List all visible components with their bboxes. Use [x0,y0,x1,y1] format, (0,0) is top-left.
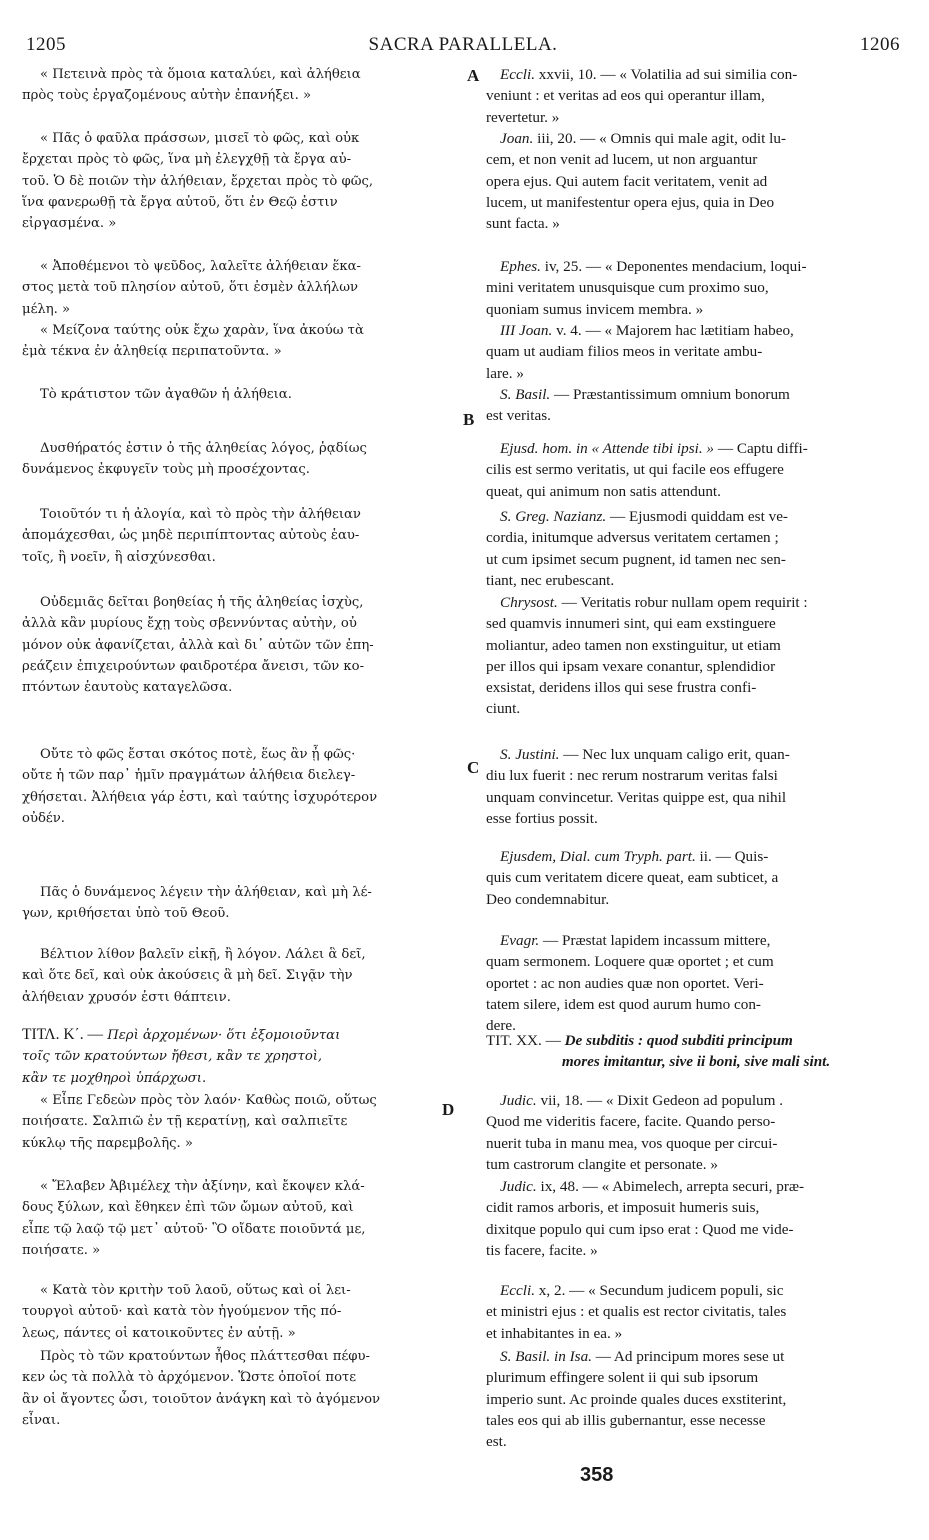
greek-line: χθήσεται. Ἀλήθεια γάρ ἐστι, καὶ ταύτης ἰσχυρότερον [22,789,378,805]
latin-line [486,592,906,613]
greek-line: « Εἶπε Γεδεὼν πρὸς τὸν λαόν· Καθὼς ποιῶ, οὕτως [40,1093,377,1108]
greek-paragraph [22,438,464,481]
greek-paragraph [22,744,464,829]
greek-line: καὶ ὅτε δεῖ, καὶ οὐκ ἀκούσεις ἃ μὴ δεῖ. Σιγᾷν τὴν [22,968,353,984]
greek-section-title [22,1024,464,1089]
latin-line-text: Deo condemnabitur. [486,890,610,908]
latin-line-text: — Captu diffi- [717,440,808,457]
greek-line: ποιήσατε. » [22,1242,101,1258]
latin-line-text: cordia, initumque adversus veritatem certamen ; [486,529,779,547]
latin-line [486,1176,906,1197]
greek-line: Τοιοῦτόν τι ἡ ἀλογία, καὶ τὸ πρὸς τὴν ἀλήθειαν [40,507,361,522]
greek-paragraph [22,1280,464,1344]
latin-source-ref: S. Greg. Nazianz. [500,508,607,525]
latin-line [486,192,906,213]
latin-line [486,527,906,548]
latin-line [486,846,906,867]
latin-line [486,64,906,85]
latin-line [486,698,906,719]
latin-line-text: — Nec lux unquam caligo erit, quan- [563,746,790,763]
latin-line-text: tatem silere, idem est quod aurum humo con- [486,995,761,1013]
latin-line-text: est. [486,1433,507,1451]
latin-line-text: oportet : ac non audies quæ non oportet. Veri- [486,974,764,992]
greek-paragraph [22,384,464,405]
latin-line [486,765,906,786]
latin-line-text: cem, et non venit ad lucem, ut non arguantur [486,151,758,169]
latin-line [486,951,906,972]
latin-line-text: — Ejusmodi quiddam est ve- [609,508,788,525]
latin-line [486,994,906,1015]
latin-source-ref: S. Basil. [500,386,551,403]
greek-line: « Ἀποθέμενοι τὸ ψεῦδος, λαλεῖτε ἀλήθειαν ἕκα- [40,259,361,274]
greek-line: « Κατὰ τὸν κριτὴν τοῦ λαοῦ, οὕτως καὶ οἱ λει- [40,1283,351,1298]
latin-line-text: Quod me videritis facere, facite. Quando perso- [486,1113,776,1131]
latin-line [486,299,906,320]
greek-line: ἔρχεται πρὸς τὸ φῶς, ἵνα μὴ ἐλεγχθῇ τὰ ἔργα αὐ- [22,152,352,168]
margin-marker-c: C [467,758,480,777]
greek-line: ἵνα φανερωθῇ τὰ ἔργα αὐτοῦ, ὅτι ἐν Θεῷ ἐστιν [22,194,338,210]
greek-paragraph [22,1090,464,1154]
margin-marker-a: A [467,66,480,85]
latin-title-head: TIT. XX. — [486,1032,561,1049]
latin-entry [486,384,906,427]
latin-entry [486,592,906,720]
latin-line [486,438,906,459]
greek-line: ἀλλὰ κἂν μυρίους ἔχῃ τοὺς σβεννύντας αὐτὴν, οὐ [22,616,357,632]
latin-line-text: iv, 25. — « Deponentes mendacium, loqui- [544,258,807,275]
latin-line-text: est veritas. [486,407,551,425]
latin-line-text: lare. » [486,364,524,382]
latin-line-text: — Præstat lapidem incassum mittere, [543,932,771,949]
latin-line-text: v. 4. — « Majorem hac lætitiam habeo, [556,322,794,339]
latin-line-text: ut cum ipsimet secum pugnent, id tamen nec sen- [486,550,786,568]
greek-line: οὔτε ἡ τῶν παρ᾽ ἡμῖν πραγμάτων ἀλήθεια διελεγ- [22,768,356,784]
latin-line-text: dixitque populo qui cum ipso erat : Quod me vide- [486,1220,794,1238]
greek-line: Δυσθήρατός ἐστιν ὁ τῆς ἀληθείας λόγος, ῥᾳδίως [40,441,367,456]
latin-line [486,1154,906,1175]
latin-source-ref: S. Basil. in Isa. [500,1348,592,1365]
latin-entry [486,64,906,128]
latin-source-ref: Chrysost. [500,594,558,611]
greek-paragraph [22,1176,464,1261]
latin-line [486,930,906,951]
latin-line [486,656,906,677]
latin-line-text: cilis est sermo veritatis, ut qui facile eos effugere [486,461,784,479]
latin-line-text: et inhabitantes in ea. » [486,1324,623,1342]
latin-line [486,744,906,765]
latin-line-text: tis facere, facite. » [486,1241,598,1259]
latin-line-text: quam sermonem. Loquere quæ oportet ; et cum [486,953,774,971]
latin-source-ref: Joan. [500,130,534,147]
latin-entry [486,128,906,234]
greek-paragraph [22,592,464,698]
greek-paragraph [22,128,464,234]
latin-line-text: tales eos qui ab illis gubernantur, esse necesse [486,1411,766,1429]
latin-line [486,128,906,149]
greek-line: κύκλῳ τῆς παρεμβολῆς. » [22,1135,193,1151]
greek-line: μέλη. » [22,301,71,317]
latin-line [486,171,906,192]
greek-paragraph [22,320,464,363]
running-title: SACRA PARALLELA. [368,34,558,55]
latin-source-ref: Eccli. [500,1282,535,1299]
latin-line [486,973,906,994]
greek-line: Τὸ κράτιστον τῶν ἀγαθῶν ἡ ἀλήθεια. [40,387,292,402]
latin-line-text: revertetur. » [486,108,560,126]
latin-line [486,1111,906,1132]
latin-line-text: — Veritatis robur nullam opem requirit : [561,594,808,611]
latin-line-text: lucem, ut manifestentur opera ejus, quia in Deo [486,193,775,211]
latin-line [486,635,906,656]
latin-line [486,570,906,591]
latin-section-title [486,1030,906,1073]
greek-line: γων, κριθήσεται ὑπὸ τοῦ Θεοῦ. [22,906,230,922]
latin-line [486,787,906,808]
latin-source-ref: Ejusdem, Dial. cum Tryph. part. [500,848,696,865]
latin-line [486,677,906,698]
latin-entry [486,1090,906,1175]
latin-line-text: iii, 20. — « Omnis qui male agit, odit lu- [537,130,787,147]
greek-paragraph [22,64,464,107]
latin-line [486,549,906,570]
greek-title-head: ΤΙΤΛ. Κ΄. — [22,1026,104,1043]
latin-line-text: quoniam sumus invicem membra. » [486,300,704,318]
latin-line-text: veniunt : et veritas ad eos qui operantur illam, [486,87,765,105]
latin-line [486,1280,906,1301]
latin-line-text: per illos qui ipsam vexare conantur, splendidior [486,657,776,675]
greek-line: ἀπομάχεσθαι, ὡς μηδὲ περιπίπτοντας αὐτοὺς ἑαυ- [22,528,360,544]
greek-paragraph [22,1346,464,1431]
latin-line-text: ix, 48. — « Abimelech, arrepta securi, præ- [540,1178,805,1195]
latin-line-text: tiant, nec erubescant. [486,571,615,589]
latin-source-ref: Judic. [500,1178,537,1195]
greek-line: Πᾶς ὁ δυνάμενος λέγειν τὴν ἀλήθειαν, καὶ μὴ λέ- [40,885,372,900]
greek-line: « Πετεινὰ πρὸς τὰ ὅμοια καταλύει, καὶ ἀλήθεια [40,67,361,82]
latin-line [486,1197,906,1218]
latin-entry [486,438,906,502]
latin-line-text: diu lux fuerit : nec rerum nostrarum veritas falsi [486,767,778,785]
greek-line: Βέλτιον λίθον βαλεῖν εἰκῇ, ἢ λόγον. Λάλει ἃ δεῖ, [40,947,366,962]
latin-line-text: plurimum effingere solent ii qui sub ipsorum [486,1369,759,1387]
greek-line: Οὔτε τὸ φῶς ἔσται σκότος ποτὲ, ἕως ἂν ᾖ φῶς· [40,747,356,762]
latin-source-ref: Eccli. [500,66,535,83]
greek-title-text: Περὶ ἀρχομένων· ὅτι ἐξομοιοῦνται [107,1028,341,1043]
greek-line: στος μετὰ τοῦ πλησίον αὐτοῦ, ὅτι ἐσμὲν ἀλλήλων [22,280,359,296]
greek-line: τοῖς, ἢ νοεῖν, ἢ αἰσχύνεσθαι. [22,549,216,565]
greek-line: Πρὸς τὸ τῶν κρατούντων ἦθος πλάττεσθαι πέφυ- [40,1349,371,1364]
latin-line-text: unquam convincetur. Veritas quippe est, qua nihil [486,788,787,806]
latin-entry [486,846,906,910]
column-number: 358 [580,1464,614,1486]
latin-line [486,613,906,634]
greek-line: δους ξύλων, καὶ ἔθηκεν ἐπὶ τῶν ὤμων αὐτοῦ, καὶ [22,1200,354,1216]
latin-line-text: quam ut audiam filios meos in veritate ambu- [486,343,763,361]
latin-line [486,320,906,341]
latin-entry [486,506,906,591]
greek-line: ἀλήθειαν χρυσόν ἐστι θάπτειν. [22,989,231,1005]
greek-line: εἶπε τῷ λαῷ τῷ μετ᾽ αὐτοῦ· Ὃ οἴδατε ποιοῦντά με, [22,1221,366,1237]
latin-title-text: De subditis : quod subditi principum [564,1032,793,1049]
greek-line: οὐδέν. [22,810,65,826]
latin-line-text: x, 2. — « Secundum judicem populi, sic [538,1282,784,1299]
latin-line [486,277,906,298]
latin-line-text: nuerit tuba in manu mea, vos quoque per circui- [486,1134,778,1152]
latin-line-text: cidit ramos arboris, et imposuit humeris suis, [486,1199,760,1217]
greek-line: εἶναι. [22,1412,61,1428]
latin-entry [486,1346,906,1452]
greek-line: τουργοὶ αὐτοῦ· καὶ κατὰ τὸν ἡγούμενον τῆς πό- [22,1304,342,1320]
latin-line-text: tum castrorum clangite et personate. » [486,1155,718,1173]
latin-line-text: xxvii, 10. — « Volatilia ad sui similia con- [538,66,798,83]
latin-line [486,107,906,128]
greek-line: κεν ὡς τὰ πολλὰ τὸ ἀρχόμενον. Ὥστε ὁποῖοί ποτε [22,1370,357,1386]
latin-line-text: et ministri ejus : et qualis est rector civitatis, tales [486,1303,787,1321]
margin-marker-d: D [442,1100,455,1119]
latin-line-text: exsistat, deridens illos qui sese frustra confi- [486,679,757,697]
latin-line [486,1240,906,1261]
latin-line-text: imperio sunt. Ac proinde quales duces exstiterint, [486,1390,787,1408]
latin-entry [486,320,906,384]
latin-source-ref: III Joan. [500,322,553,339]
latin-line [486,1389,906,1410]
latin-line [486,1301,906,1322]
greek-line: ποιήσατε. Σαλπιῶ ἐν τῇ κερατίνῃ, καὶ σαλπιεῖτε [22,1114,348,1130]
latin-line-text: sed quamvis innumeri sint, qui eam exstinguere [486,615,776,633]
latin-line-text: — Ad principum mores sese ut [595,1348,785,1365]
latin-line [486,213,906,234]
latin-line [486,481,906,502]
latin-line [486,1346,906,1367]
latin-line [486,1367,906,1388]
latin-entry [486,744,906,829]
greek-column [22,64,464,1484]
latin-line [486,1219,906,1240]
greek-paragraph [22,504,464,568]
greek-line: δυνάμενος ἐκφυγεῖν τοὺς μὴ προσέχοντας. [22,462,310,478]
latin-line-text: ciunt. [486,700,521,718]
latin-line-text: vii, 18. — « Dixit Gedeon ad populum . [540,1092,784,1109]
greek-title-line: τοῖς τῶν κρατούντων ἤθεσι, κἂν τε χρηστοὶ, [22,1049,323,1065]
greek-line: ἐμὰ τέκνα ἐν ἀληθείᾳ περιπατοῦντα. » [22,344,282,360]
latin-line-text: ii. — Quis- [699,848,769,865]
latin-source-ref: S. Justini. [500,746,560,763]
greek-paragraph [22,882,464,925]
greek-line: « Πᾶς ὁ φαῦλα πράσσων, μισεῖ τὸ φῶς, καὶ οὐκ [40,131,360,146]
latin-line-text: sunt facta. » [486,215,560,233]
latin-line-text: opera ejus. Qui autem facit veritatem, venit ad [486,172,768,190]
latin-line-text: moliantur, adeo tamen non exstinguitur, ut etiam [486,636,781,654]
greek-line: « Ἔλαβεν Ἀβιμέλεχ τὴν ἀξίνην, καὶ ἔκοψεν κλά- [40,1179,365,1194]
latin-line [486,256,906,277]
latin-line-text: mini veritatem unusquisque cum proximo suo, [486,279,769,297]
latin-entry [486,1280,906,1344]
greek-line: εἰργασμένα. » [22,216,117,232]
greek-title-line [22,1024,464,1046]
page-number-right: 1206 [860,34,900,55]
latin-line [486,1323,906,1344]
latin-column [486,64,906,1484]
latin-line [486,808,906,829]
latin-line [486,1133,906,1154]
latin-entry [486,256,906,320]
greek-paragraph [22,944,464,1008]
latin-title-line [486,1030,906,1051]
greek-line: πτόντων ἑαυτοὺς καταγελῶσα. [22,680,233,696]
greek-paragraph [22,256,464,320]
greek-line: « Μείζονα ταύτης οὐκ ἔχω χαρὰν, ἵνα ἀκούω τὰ [40,323,364,338]
latin-line [486,867,906,888]
greek-line: τοῦ. Ὁ δὲ ποιῶν τὴν ἀλήθειαν, ἔρχεται πρὸς τὸ φῶς, [22,173,374,189]
latin-entry [486,930,906,1036]
latin-source-ref: Ejusd. hom. in « Attende tibi ipsi. » [500,440,715,457]
latin-line-text: queat, qui animum non satis attendunt. [486,482,721,500]
latin-line [486,459,906,480]
latin-line [486,363,906,384]
page-number-left: 1205 [26,34,66,55]
greek-line: μόνον οὐκ ἀφανίζεται, ἀλλὰ καὶ δι᾽ αὐτῶν τῶν ἐπη- [22,637,374,653]
latin-title-line: mores imitantur, sive ii boni, sive mali sint. [561,1053,831,1071]
latin-source-ref: Evagr. [500,932,540,949]
latin-line-text: esse fortius possit. [486,809,598,827]
latin-line [486,341,906,362]
latin-line [486,85,906,106]
latin-line [486,149,906,170]
latin-line [486,1410,906,1431]
latin-line [486,384,906,405]
latin-line-text: — Præstantissimum omnium bonorum [554,386,790,403]
greek-line: λεως, πάντες οἱ κατοικοῦντες ἐν αὐτῇ. » [22,1325,296,1341]
latin-line [486,1090,906,1111]
greek-line: ἂν οἱ ἄγοντες ὦσι, τοιοῦτον ἀνάγκη καὶ τὸ ἀγόμενον [22,1391,381,1407]
greek-title-line: κἂν τε μοχθηροὶ ὑπάρχωσι. [22,1070,207,1086]
latin-source-ref: Ephes. [500,258,541,275]
latin-line [486,506,906,527]
greek-line: ρεάζειν ἐπιχειρούντων φαιδροτέρα ἄνεισι, τῶν κο- [22,658,365,674]
latin-entry [486,1176,906,1261]
latin-line [486,405,906,426]
latin-line [486,889,906,910]
greek-line: Οὐδεμιᾶς δεῖται βοηθείας ἡ τῆς ἀληθείας ἰσχὺς, [40,595,364,610]
latin-line [486,1431,906,1452]
latin-line-text: dere. [486,1017,516,1035]
latin-line-text: quis cum veritatem dicere queat, eam subticet, a [486,869,779,887]
latin-source-ref: Judic. [500,1092,537,1109]
page-header [26,34,900,60]
greek-line: πρὸς τοὺς ἐργαζομένους αὐτὴν ἐπανήξει. » [22,88,312,104]
margin-marker-b: B [463,410,475,429]
